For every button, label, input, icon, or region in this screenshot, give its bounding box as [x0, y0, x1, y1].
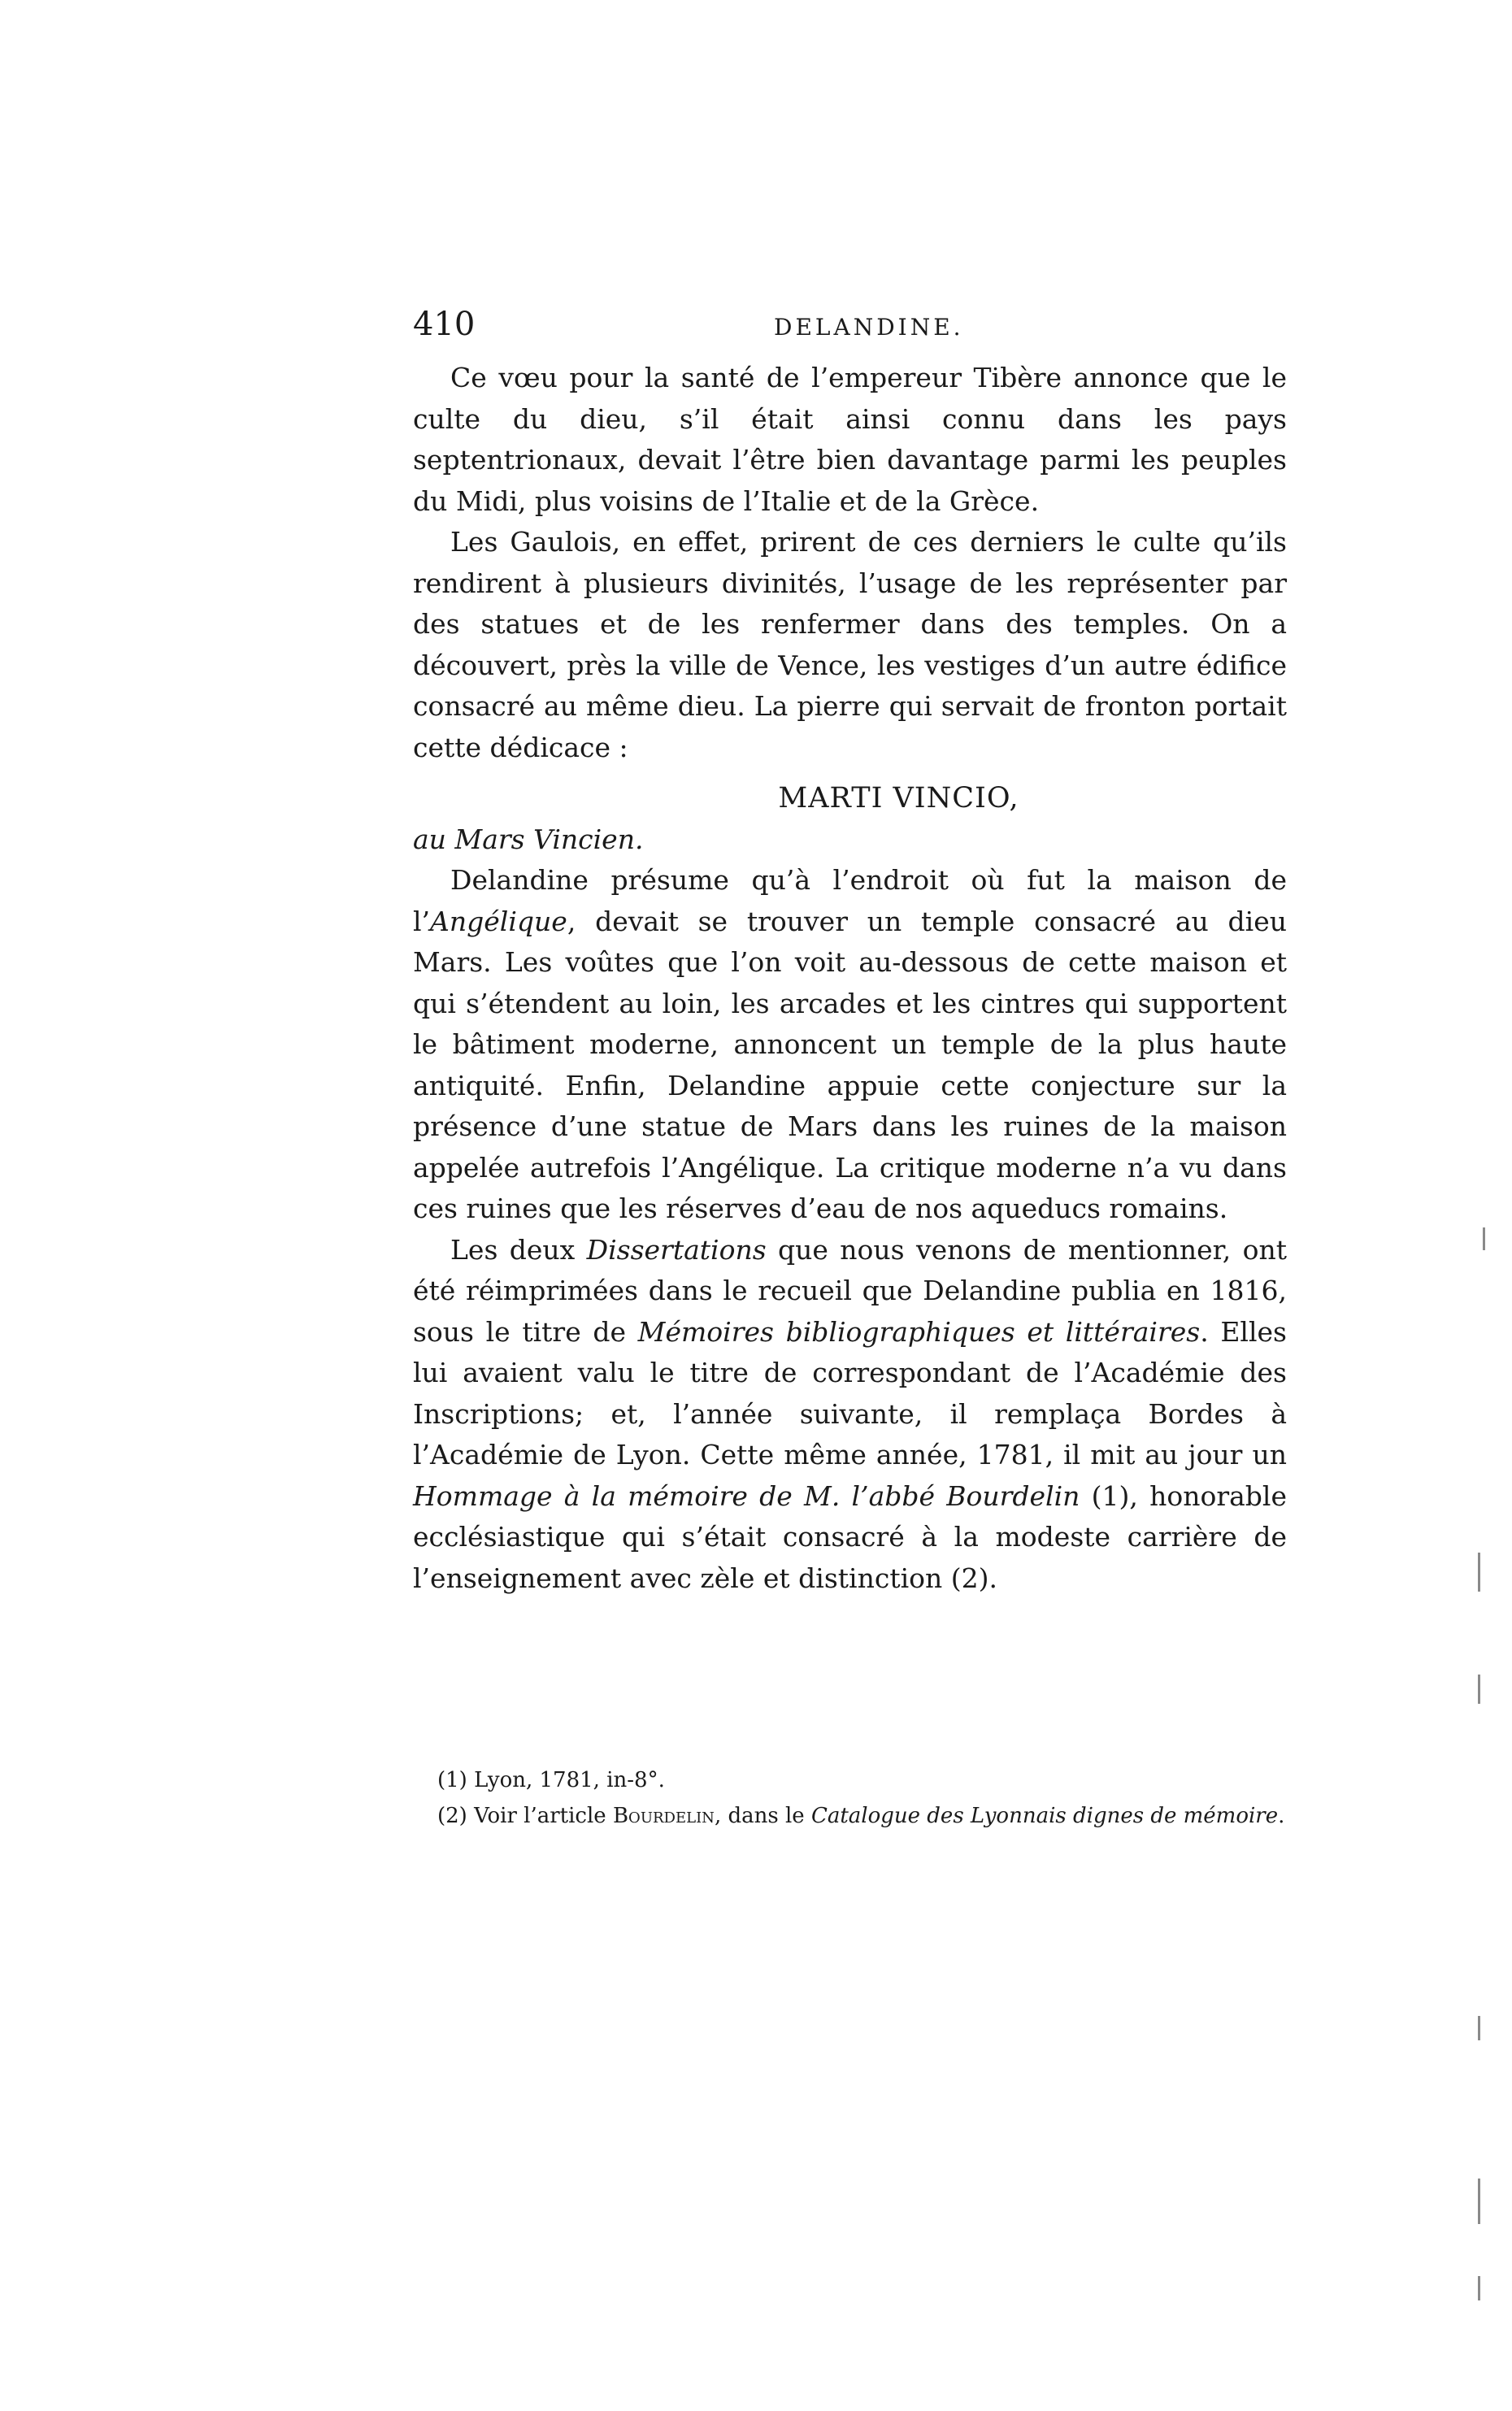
paragraph-3-italic: Angélique	[430, 905, 567, 937]
page-number: 410	[413, 306, 476, 343]
paragraph-4-italic-c: Hommage à la mémoire de M. l’abbé Bourdelin	[413, 1479, 1080, 1512]
running-title: DELANDINE.	[774, 314, 964, 341]
dedication-inscription: MARTI VINCIO,	[778, 782, 1019, 815]
scan-mark	[1478, 2016, 1480, 2040]
page-header	[413, 306, 1287, 354]
scan-mark	[1478, 2179, 1480, 2224]
paragraph-4-text-d: (1), honorable ecclésiastique qui s’était consacré à la modeste carrière de l’enseignement avec zèle et distinction (2).	[413, 1479, 1287, 1594]
footnote-2	[413, 1798, 1287, 1834]
footnote-2-italic: Catalogue des Lyonnais dignes de mémoire	[810, 1804, 1279, 1828]
paragraph-4-text-b: que nous venons de mentionner, ont été réimprimées dans le recueil que Delandine publia en 1816, sous le titre de	[413, 1233, 1287, 1348]
scan-mark	[1478, 1675, 1480, 1704]
footnotes	[413, 1762, 1287, 1834]
main-text	[413, 358, 1287, 1599]
paragraph-1: Ce vœu pour la santé de l’empereur Tibère annonce que le culte du dieu, s’il était ainsi connu dans les pays septentrionaux, devait l’être bien davantage parmi les peuples du Midi, plus voisins de l’Italie et de la Grèce.	[413, 362, 1287, 517]
paragraph-4-italic-b: Mémoires bibliographiques et littéraires	[637, 1315, 1201, 1348]
footnote-2-smallcaps: Bourdelin	[612, 1804, 715, 1828]
paragraph-3-text-b: , devait se trouver un temple consacré au dieu Mars. Les voûtes que l’on voit au-dessous de cette maison et qui s’étendent au loin, les arcades et les cintres qui supportent le bâtiment moderne, annoncent un temple de la plus haute antiquité. Enfin, Delandine appuie cette conjecture sur la présence d’une statue de Mars dans les ruines de la maison appelée autrefois l’Angélique. La critique moderne n’a vu dans ces ruines que les réserves d’eau de nos aqueducs romains.	[413, 905, 1287, 1224]
paragraph-4-italic-a: Dissertations	[586, 1233, 767, 1266]
scan-mark	[1483, 1227, 1485, 1250]
paragraph-4-text-c: . Elles lui avaient valu le titre de correspondant de l’Académie des Inscriptions; et, l’année suivante, il remplaça Bordes à l’Académie de Lyon. Cette même année, 1781, il mit au jour un	[413, 1315, 1287, 1470]
paragraph-4-text-a: Les deux	[450, 1233, 587, 1266]
footnote-2-text-b: , dans le	[714, 1804, 811, 1828]
scan-mark	[1478, 1553, 1480, 1592]
scan-mark	[1478, 2276, 1480, 2300]
dedication-translation: au Mars Vincien.	[413, 823, 644, 855]
footnote-2-text-a: (2) Voir l’article	[437, 1804, 613, 1828]
footnote-1: (1) Lyon, 1781, in-8°.	[437, 1768, 665, 1792]
paragraph-3-text-a: Delandine présume qu’à l’endroit où fut la maison de l’	[413, 864, 1287, 937]
paragraph-4	[413, 1230, 1287, 1600]
paragraph-3	[413, 860, 1287, 1230]
paragraph-2: Les Gaulois, en effet, prirent de ces derniers le culte qu’ils rendirent à plusieurs divinités, l’usage de les représenter par des statues et de les renfermer dans des temples. On a découvert, près la ville de Vence, les vestiges d’un autre édifice consacré au même dieu. La pierre qui servait de fronton portait cette dédicace :	[413, 526, 1287, 763]
footnote-2-text-c: .	[1278, 1804, 1285, 1828]
